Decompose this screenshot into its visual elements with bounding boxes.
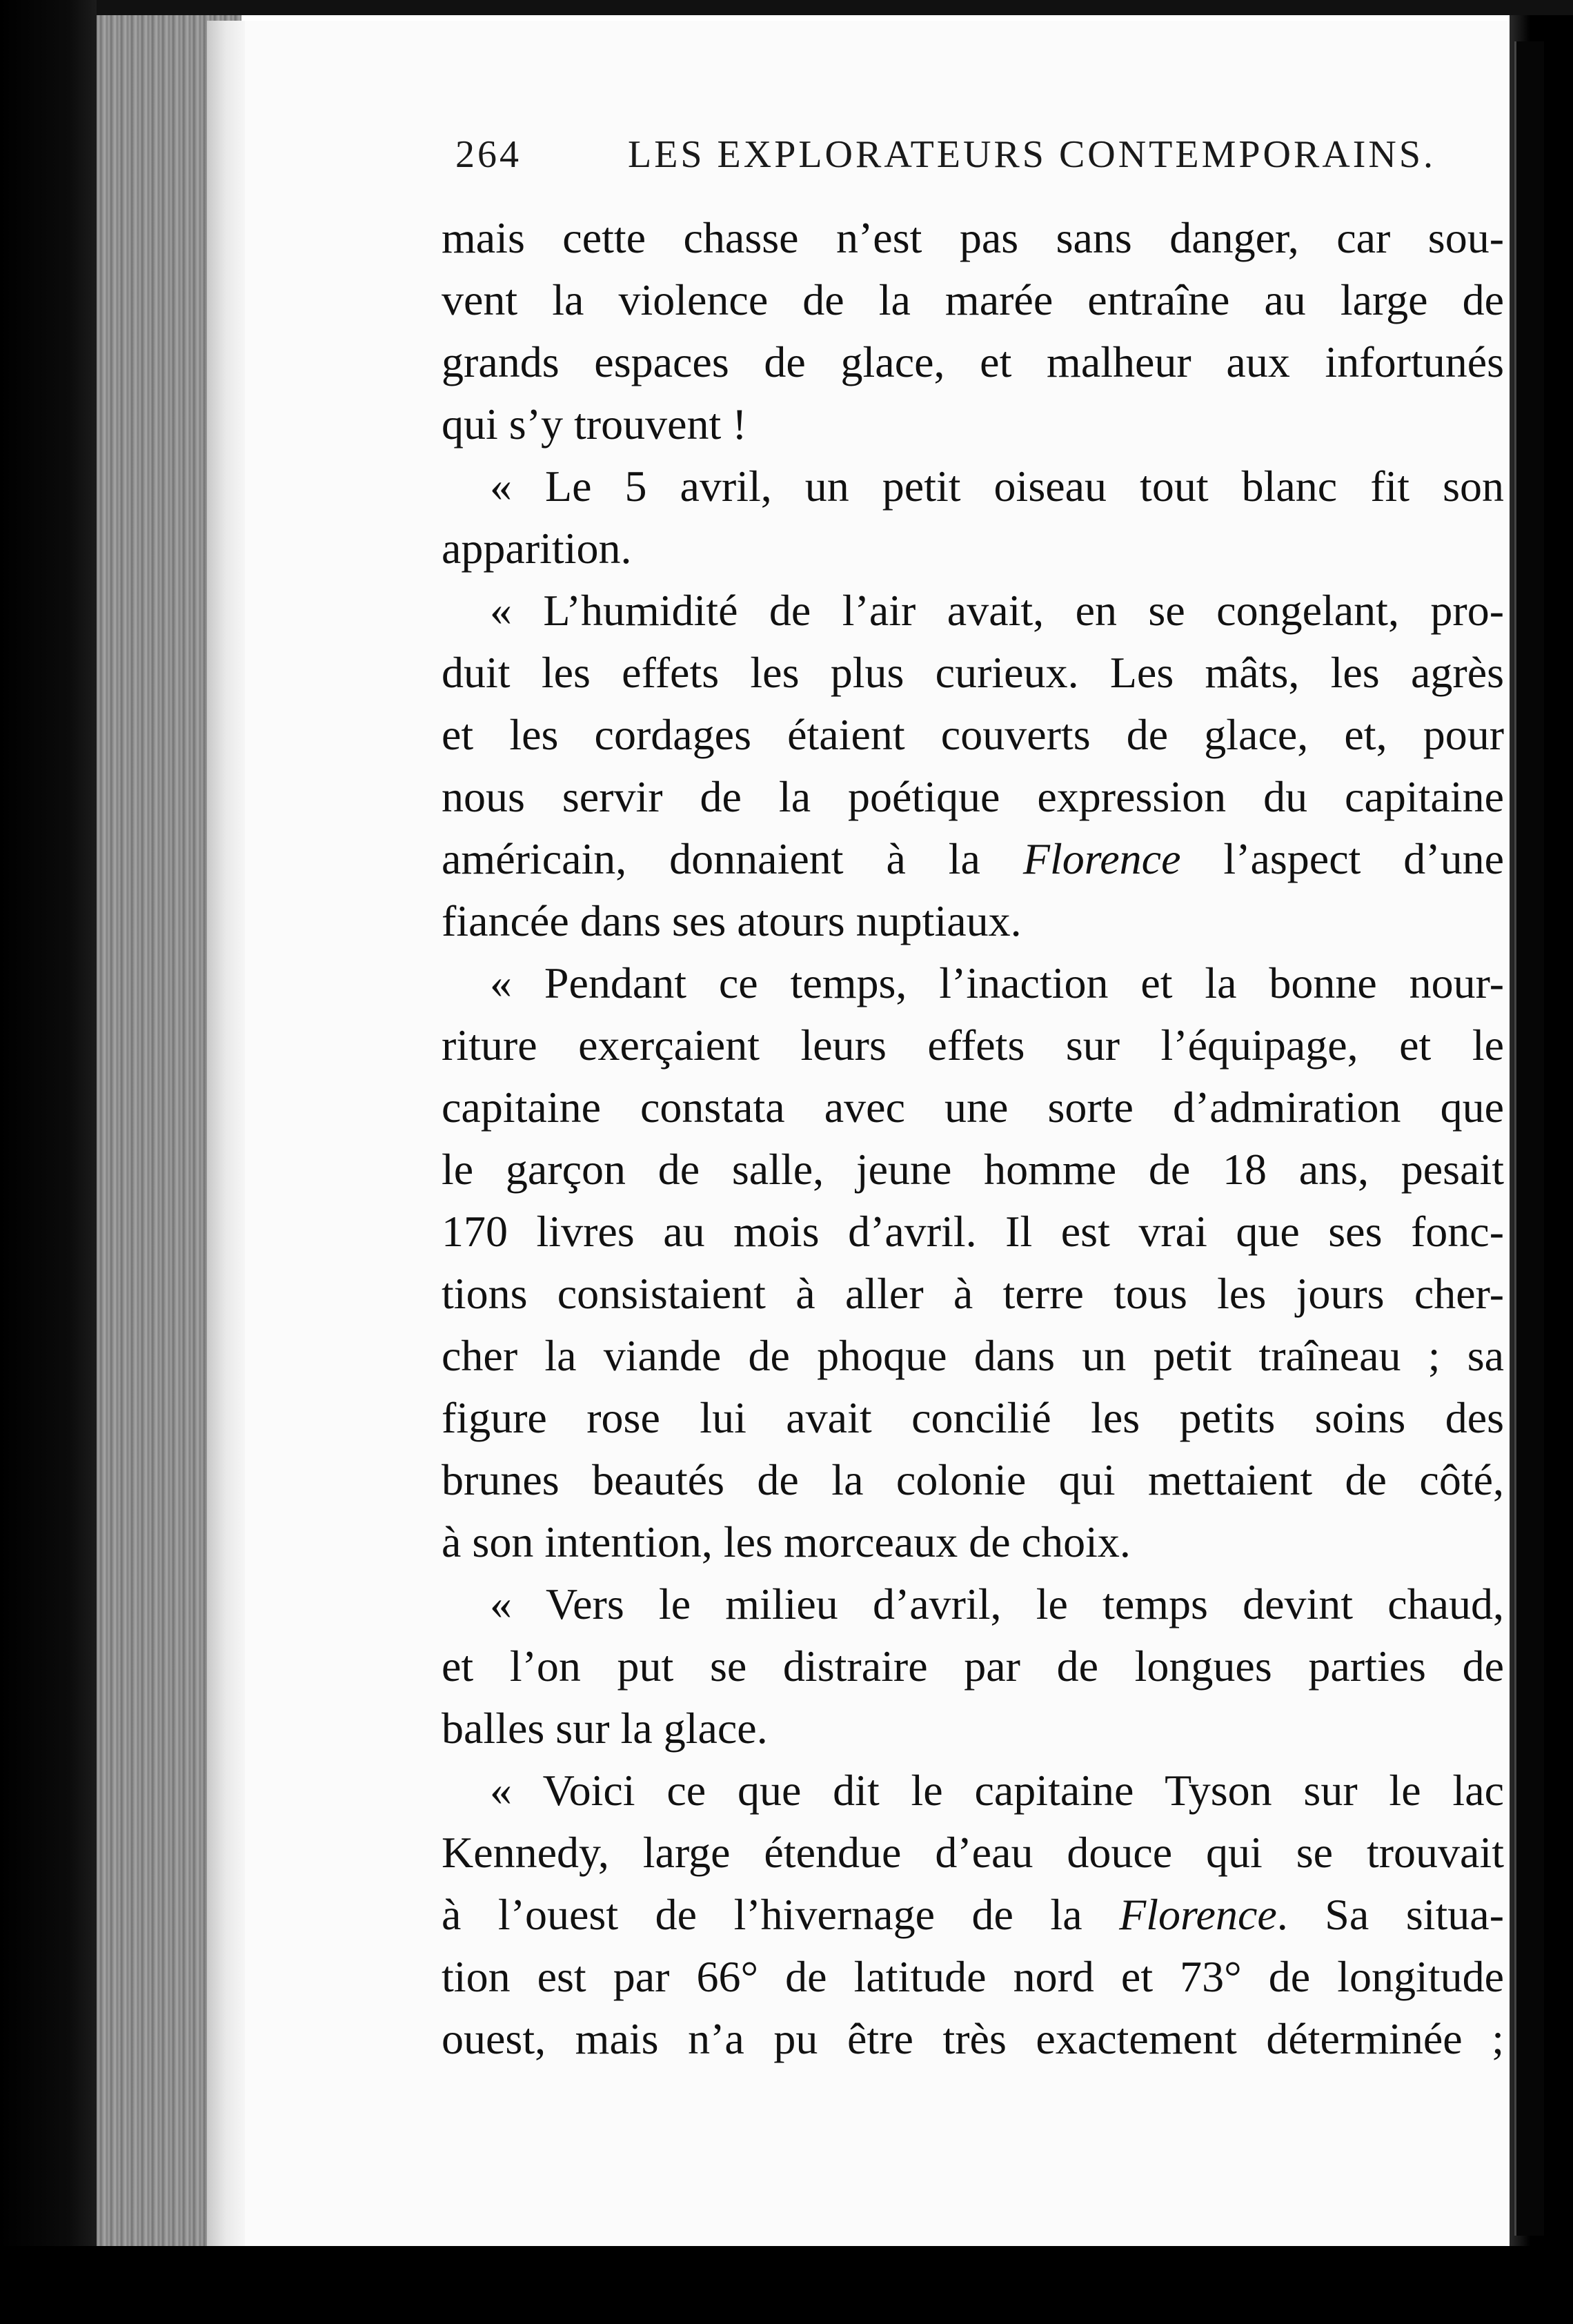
text-line: Kennedy, large étendue d’eau douce qui se trouvait bbox=[442, 1828, 1504, 1877]
text-line: et les cordages étaient couverts de glace, et, pour bbox=[442, 710, 1504, 759]
text-line: mais cette chasse n’est pas sans danger, car sou- bbox=[442, 213, 1504, 262]
body-text bbox=[442, 207, 1504, 2070]
text-line: 170 livres au mois d’avril. Il est vrai que ses fonc- bbox=[442, 1207, 1504, 1256]
text-line: à l’ouest de l’hivernage de la Florence. Sa situa- bbox=[442, 1890, 1504, 1939]
text-line: brunes beautés de la colonie qui mettaient de côté, bbox=[442, 1455, 1504, 1504]
text-line: riture exerçaient leurs effets sur l’équipage, et le bbox=[442, 1021, 1504, 1070]
running-head: LES EXPLORATEURS CONTEMPORAINS. bbox=[628, 133, 1436, 176]
text-line: nous servir de la poétique expression du capitaine bbox=[442, 772, 1504, 821]
text-line: « Voici ce que dit le capitaine Tyson sur le lac bbox=[490, 1766, 1504, 1815]
text-line: apparition. bbox=[442, 524, 632, 573]
text-line: à son intention, les morceaux de choix. bbox=[442, 1517, 1131, 1566]
text-line: et l’on put se distraire par de longues parties de bbox=[442, 1642, 1504, 1691]
page-header bbox=[455, 132, 1470, 188]
text-line: grands espaces de glace, et malheur aux infortunés bbox=[442, 337, 1504, 386]
scan-top-border bbox=[0, 0, 1573, 15]
text-line: tion est par 66° de latitude nord et 73° de longitude bbox=[442, 1952, 1504, 2001]
page-gutter bbox=[207, 21, 245, 2249]
ship-name: Florence bbox=[1119, 1890, 1277, 1939]
text-line: balles sur la glace. bbox=[442, 1704, 768, 1753]
scan-left-margin bbox=[0, 0, 97, 2324]
text-line: « L’humidité de l’air avait, en se congelant, pro- bbox=[490, 586, 1504, 635]
text-line: capitaine constata avec une sorte d’admiration que bbox=[442, 1083, 1504, 1132]
text-line: américain, donnaient à la Florence l’aspect d’une bbox=[442, 834, 1505, 883]
facing-page-edge bbox=[1514, 41, 1544, 2236]
text-line: tions consistaient à aller à terre tous les jours cher- bbox=[442, 1269, 1504, 1318]
text-line: vent la violence de la marée entraîne au large de bbox=[442, 275, 1504, 324]
text-line: duit les effets les plus curieux. Les mâts, les agrès bbox=[442, 648, 1504, 697]
text-line: cher la viande de phoque dans un petit traîneau ; sa bbox=[442, 1331, 1504, 1380]
text-line: figure rose lui avait concilié les petits soins des bbox=[442, 1393, 1504, 1442]
scan-bottom-border bbox=[0, 2246, 1573, 2324]
ship-name: Florence bbox=[1022, 834, 1181, 883]
text-line: fiancée dans ses atours nuptiaux. bbox=[442, 896, 1022, 945]
page-number: 264 bbox=[455, 133, 522, 176]
text-line: le garçon de salle, jeune homme de 18 ans, pesait bbox=[442, 1145, 1504, 1194]
text-line: « Le 5 avril, un petit oiseau tout blanc fit son bbox=[490, 462, 1504, 511]
text-line: « Pendant ce temps, l’inaction et la bonne nour- bbox=[490, 958, 1504, 1007]
text-line: qui s’y trouvent ! bbox=[442, 400, 747, 449]
text-line: ouest, mais n’a pu être très exactement déterminée ; bbox=[442, 2014, 1504, 2063]
text-line: « Vers le milieu d’avril, le temps devint chaud, bbox=[490, 1579, 1504, 1628]
